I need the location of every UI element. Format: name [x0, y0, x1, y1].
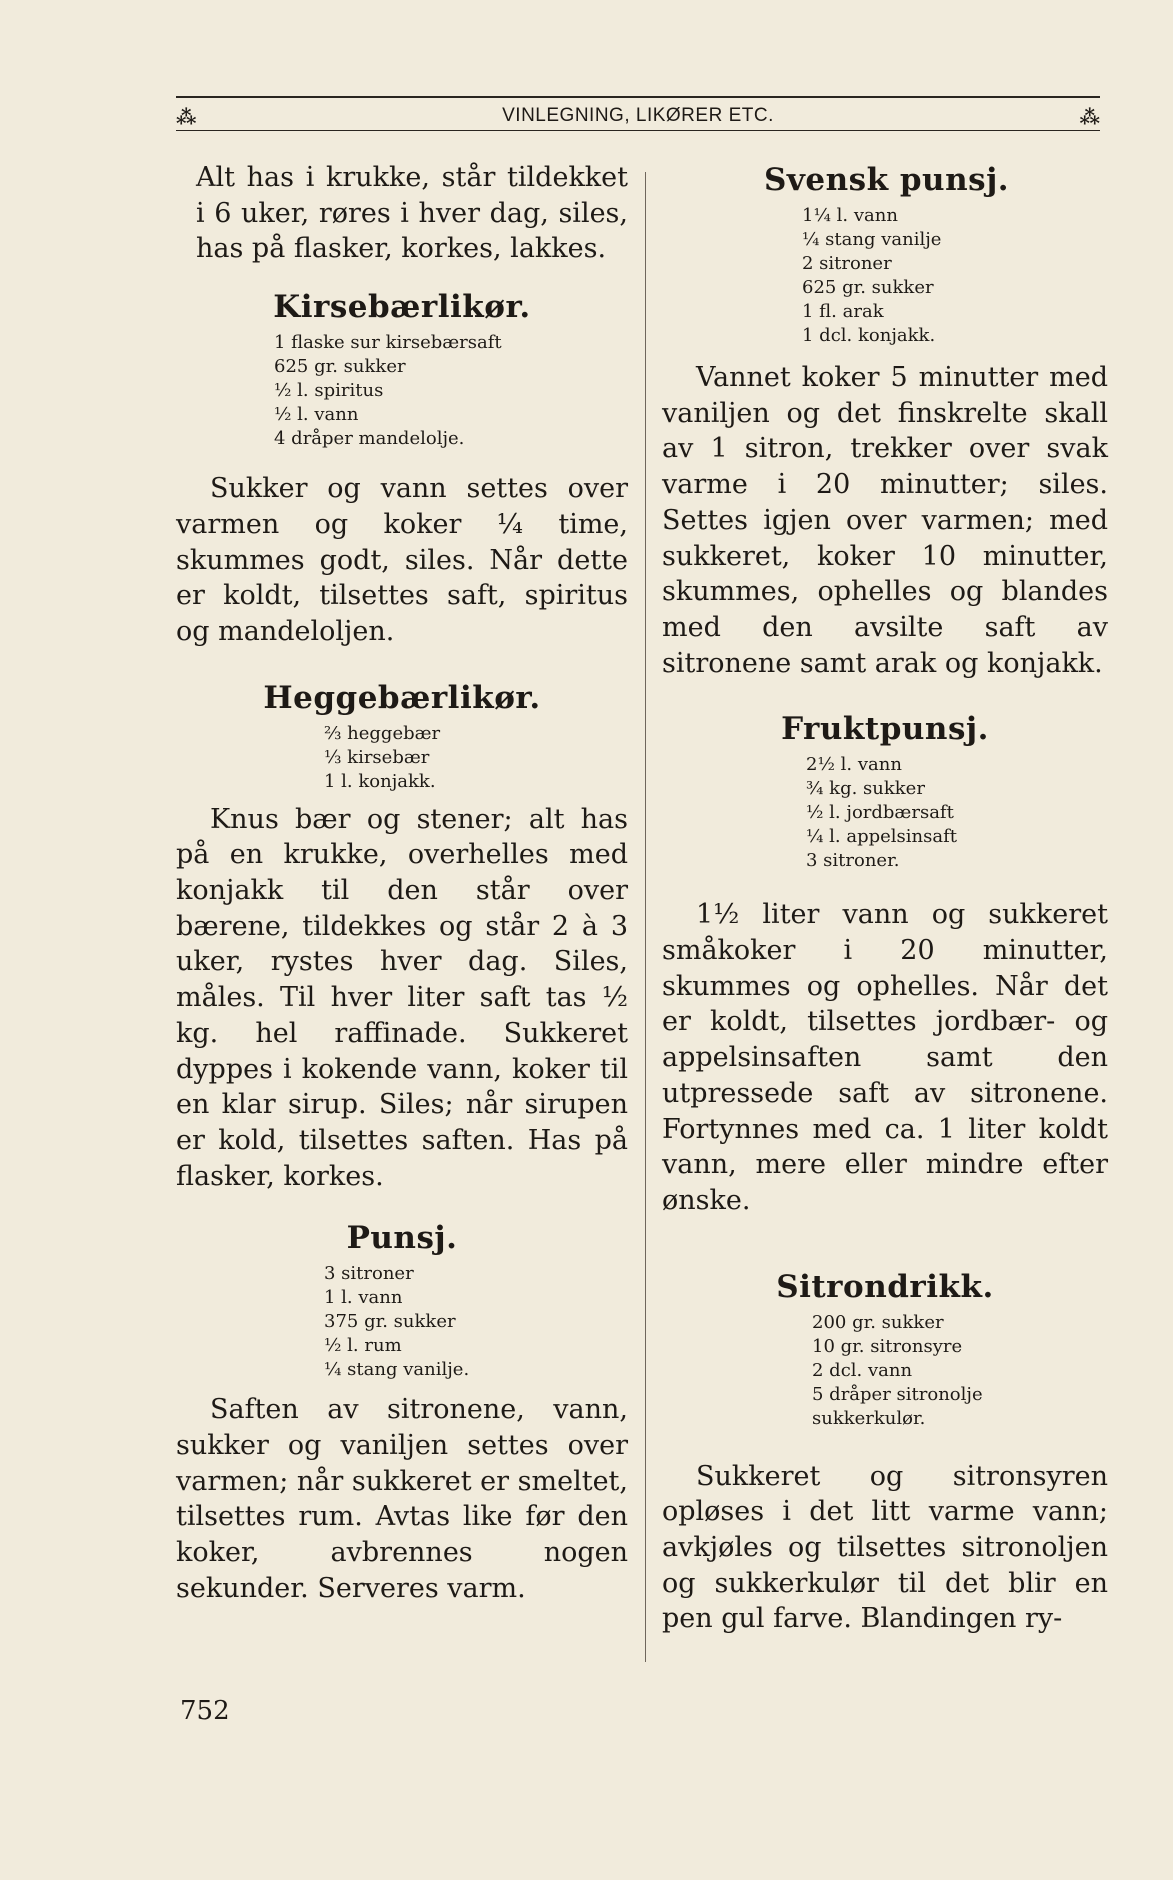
recipe-method: Sukkeret og sitronsyren opløses i det litt varme vann; avkjøles og tilsettes sitronoljen og sukkerkulør til det blir en pen gul farve. Blandingen ry- [662, 1460, 1108, 1635]
ingredient: ¼ stang vanilje [802, 229, 942, 250]
ingredient: 1 flaske sur kirsebærsaft [274, 332, 502, 354]
ingredient: 10 gr. sitronsyre [812, 1335, 963, 1357]
recipe-method: Vannet koker 5 minutter med vaniljen og det finskrelte skall av 1 sitron, trekker over svak varme i 20 minutter; siles. Settes igjen over varmen; med sukkeret, koker 10 minutter, skummes, ophelles og blandes med den avsilte saft av sitronene samt arak og konjakk. [662, 362, 1108, 679]
recipe-title: Heggebærlikør. [263, 679, 541, 716]
ingredient: 1 l. konjakk. [324, 770, 436, 792]
running-header [176, 96, 1100, 136]
ingredient: 200 gr. sukker [812, 1311, 944, 1333]
header-ornament-left: ⁂ [176, 105, 197, 129]
ingredient: 625 gr. sukker [274, 356, 406, 378]
page-number: 752 [180, 1696, 230, 1726]
header-ornament-right: ⁂ [1079, 105, 1100, 129]
ingredient: 375 gr. sukker [324, 1311, 456, 1333]
recipe-method: Knus bær og stener; alt has på en krukke, overhelles med konjakk til den står over bærene, tildekkes og står 2 à 3 uker, rystes hver dag. Siles, måles. Til hver liter saft tas ½ kg. hel raffinade. Sukkeret dyppes i kokende vann, koker til en klar sirup. Siles; når sirupen er kold, tilsettes saften. Has på flasker, korkes. [176, 803, 628, 1192]
ingredient: 1 dcl. konjakk. [802, 325, 936, 346]
ingredient: ¼ l. appelsinsaft [806, 826, 958, 848]
header-title: VINLEGNING, LIKØRER ETC. [502, 105, 774, 126]
recipe-title: Sitrondrikk. [776, 1268, 994, 1305]
ingredient: 625 gr. sukker [802, 277, 934, 298]
recipe-svensk-punsj [662, 160, 1108, 681]
recipe-heggebaerlikor [176, 678, 628, 1195]
left-column [176, 160, 628, 1607]
ingredient: ½ l. spiritus [274, 380, 384, 402]
ingredient: 2½ l. vann [806, 754, 902, 776]
ingredient: 3 sitroner [324, 1263, 414, 1285]
ingredient: ¾ kg. sukker [806, 778, 925, 800]
ingredient: ½ l. jordbærsaft [806, 802, 954, 824]
ingredient-list [324, 722, 628, 794]
ingredient-list [806, 753, 1108, 873]
recipe-punsj [176, 1218, 628, 1606]
right-column [662, 160, 1108, 1637]
recipe-method: Sukker og vann settes over varmen og koker ¼ time, skummes godt, siles. Når dette er koldt, tilsettes saft, spiritus og mandeloljen. [176, 473, 628, 647]
ingredient: 2 dcl. vann [812, 1359, 913, 1381]
ingredient: 1 fl. arak [802, 301, 884, 322]
ingredient: 3 sitroner. [806, 850, 900, 872]
recipe-title: Kirsebærlikør. [273, 289, 531, 326]
ingredient: ¼ stang vanilje. [324, 1359, 470, 1381]
recipe-title: Svensk punsj. [764, 162, 1010, 198]
header-rule-bottom [176, 130, 1100, 131]
ingredient: 5 dråper sitronolje [812, 1383, 983, 1405]
ingredient: 4 dråper mandelolje. [274, 428, 465, 450]
ingredient-list [812, 1311, 1108, 1431]
recipe-method: Saften av sitronene, vann, sukker og vaniljen settes over varmen; når sukkeret er smeltet, tilsettes rum. Avtas like før den koker, avbrennes nogen sekunder. Serveres varm. [176, 1394, 628, 1604]
recipe-fruktpunsj [662, 709, 1108, 1218]
ingredient: 2 sitroner [802, 253, 892, 274]
ingredient: ⅔ heggebær [324, 722, 441, 744]
ingredient: ⅓ kirsebær [324, 746, 430, 768]
ingredient-list [802, 204, 1108, 348]
ingredient: ½ l. rum [324, 1335, 402, 1357]
recipe-method: 1½ liter vann og sukkeret småkoker i 20 minutter, skummes og ophelles. Når det er koldt, tilsettes jordbær- og appelsinsaften samt den utpressede saft av sitronene. Fortynnes med ca. 1 liter koldt vann, mere eller mindre efter ønske. [662, 899, 1108, 1216]
recipe-title: Punsj. [346, 1220, 458, 1257]
ingredient: 1¼ l. vann [802, 205, 898, 226]
ingredient-list [324, 1262, 628, 1382]
column-divider [645, 172, 646, 1662]
recipe-kirsebaerlikor [176, 287, 628, 650]
recipe-title: Fruktpunsj. [781, 711, 989, 748]
ingredient: 1 l. vann [324, 1287, 403, 1309]
ingredient: sukkerkulør. [812, 1407, 926, 1429]
header-rule-top [176, 96, 1100, 98]
ingredient-list [274, 331, 628, 451]
continued-paragraph: Alt has i krukke, står tildekket i 6 uker, røres i hver dag, siles, has på flasker, korkes, lakkes. [196, 162, 628, 265]
recipe-sitrondrikk [662, 1267, 1108, 1638]
ingredient: ½ l. vann [274, 404, 359, 426]
